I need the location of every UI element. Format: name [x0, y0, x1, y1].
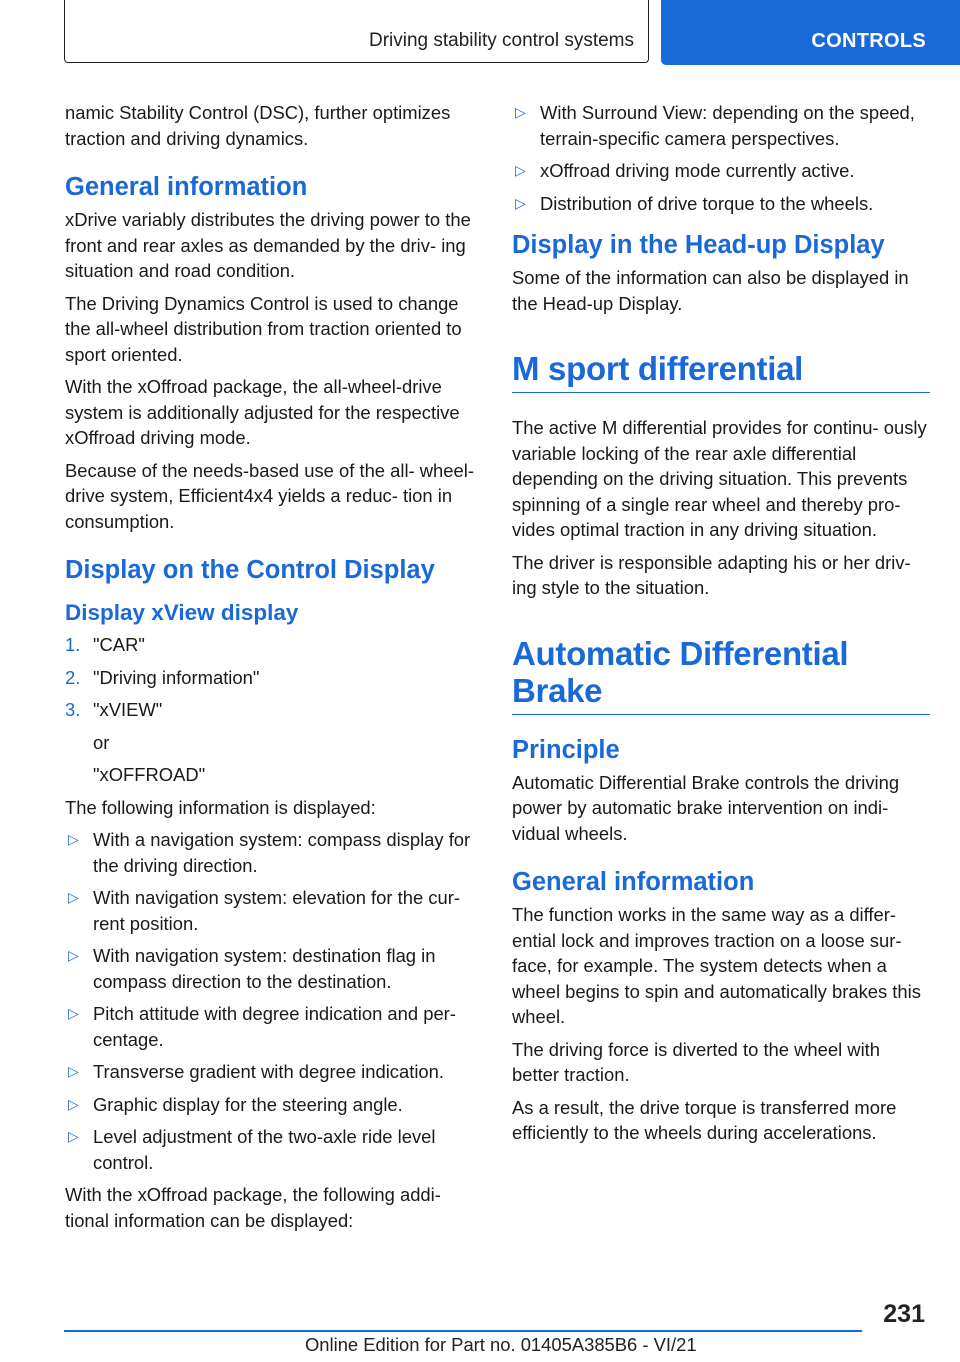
heading-m-sport-differential: M sport differential: [512, 350, 930, 393]
step-number: 1.: [65, 634, 81, 655]
paragraph: The Driving Dynamics Control is used to change the all-wheel distribution from traction oriented to sport oriented.: [65, 292, 462, 365]
heading-display-control-display: Display on the Control Display: [65, 556, 435, 584]
list-item: ▷ Graphic display for the steering angle.: [65, 1092, 477, 1118]
heading-head-up-display: Display in the Head-up Display: [512, 231, 885, 259]
paragraph: Because of the needs-based use of the all- wheel-drive system, Efficient4x4 yields a reduc‐ tion in consumption.: [65, 459, 474, 532]
triangle-bullet-icon: ▷: [68, 831, 79, 847]
heading-general-information: General information: [65, 173, 308, 201]
list-item: ▷ Distribution of drive torque to the wheels.: [512, 191, 930, 217]
paragraph: The following information is displayed:: [65, 796, 376, 818]
paragraph: The driver is responsible adapting his or her driv‐ ing style to the situation.: [512, 551, 911, 598]
left-column: [65, 100, 477, 1240]
paragraph: xDrive variably distributes the driving power to the front and rear axles as demanded by the driv‐ ing situation and road condition.: [65, 209, 471, 281]
paragraph: The active M differential provides for continu‐ ously variable locking of the rear axle differential depending on the driving situation. This prevents spinning of a single rear wheel and thereby pro‐ vides optimal traction in any driving situation.: [512, 417, 927, 540]
page-number: 231: [883, 1300, 925, 1328]
list-item: ▷ With navigation system: destination flag in compass direction to the destination.: [68, 945, 436, 992]
triangle-bullet-icon: ▷: [68, 1128, 79, 1144]
step-text: "Driving information": [93, 666, 260, 688]
paragraph: Some of the information can also be displayed in the Head-up Display.: [512, 267, 909, 314]
step-alternative: "xOFFROAD": [93, 764, 206, 785]
footer-divider: [64, 1330, 862, 1332]
triangle-bullet-icon: ▷: [68, 1063, 79, 1079]
step-item: [65, 632, 477, 658]
step-or: or: [93, 731, 110, 753]
steps-list: [65, 632, 477, 723]
heading-automatic-differential-brake: Automatic Differential Brake: [512, 635, 930, 715]
step-item: [65, 697, 477, 723]
list-item: ▷ With a navigation system: compass display for the driving direction.: [68, 829, 471, 876]
list-item: ▷ With Surround View: depending on the speed, terrain-specific camera perspectives.: [515, 102, 915, 149]
triangle-bullet-icon: ▷: [515, 194, 526, 211]
paragraph: With the xOffroad package, the all-wheel-drive system is additionally adjusted for the respective xOffroad driving mode.: [65, 376, 460, 448]
step-number: 3.: [65, 699, 81, 720]
page-header: [0, 0, 960, 66]
paragraph: The function works in the same way as a differ‐ ential lock and improves traction on a loose sur‐ face, for example. The system detects when a wheel begins to spin and automatically brakes this wheel.: [512, 904, 921, 1027]
list-item: ▷ Transverse gradient with degree indication.: [65, 1059, 477, 1085]
section-tab: [64, 0, 649, 63]
list-item: ▷ With navigation system: elevation for the cur‐ rent position.: [68, 887, 460, 934]
paragraph: As a result, the drive torque is transferred more efficiently to the wheels during accelerations.: [512, 1096, 897, 1143]
step-number: 2.: [65, 666, 81, 688]
list-item: ▷ Level adjustment of the two-axle ride level control.: [68, 1126, 436, 1173]
step-text: "xVIEW": [93, 699, 163, 720]
intro-paragraph: namic Stability Control (DSC), further optimizes traction and driving dynamics.: [65, 102, 451, 149]
right-column: [512, 100, 930, 1153]
triangle-bullet-icon: ▷: [68, 1005, 79, 1021]
heading-principle: Principle: [512, 735, 620, 764]
list-item: ▷ xOffroad driving mode currently active.: [512, 158, 930, 184]
chapter-title: CONTROLS: [811, 30, 926, 52]
section-title: Driving stability control systems: [368, 30, 634, 51]
heading-xview-display: Display xView display: [65, 600, 299, 625]
step-text: "CAR": [93, 634, 145, 655]
triangle-bullet-icon: ▷: [515, 162, 526, 178]
triangle-bullet-icon: ▷: [68, 889, 79, 905]
step-item: [65, 665, 477, 691]
chapter-tab: [661, 0, 960, 65]
triangle-bullet-icon: ▷: [68, 947, 79, 963]
paragraph: The driving force is diverted to the wheel with better traction.: [512, 1038, 880, 1085]
edition-text: Online Edition for Part no. 01405A385B6 - VI/21: [305, 1334, 697, 1355]
paragraph: With the xOffroad package, the following addi‐ tional information can be displayed:: [65, 1184, 441, 1231]
list-item: ▷ Pitch attitude with degree indication and per‐ centage.: [68, 1003, 456, 1050]
xoffroad-bullet-list: [512, 100, 930, 216]
info-bullet-list: [65, 827, 477, 1175]
triangle-bullet-icon: ▷: [68, 1095, 79, 1112]
heading-general-information-2: General information: [512, 868, 755, 896]
triangle-bullet-icon: ▷: [515, 104, 526, 120]
paragraph: Automatic Differential Brake controls the driving power by automatic brake intervention on indi‐ vidual wheels.: [512, 771, 900, 844]
